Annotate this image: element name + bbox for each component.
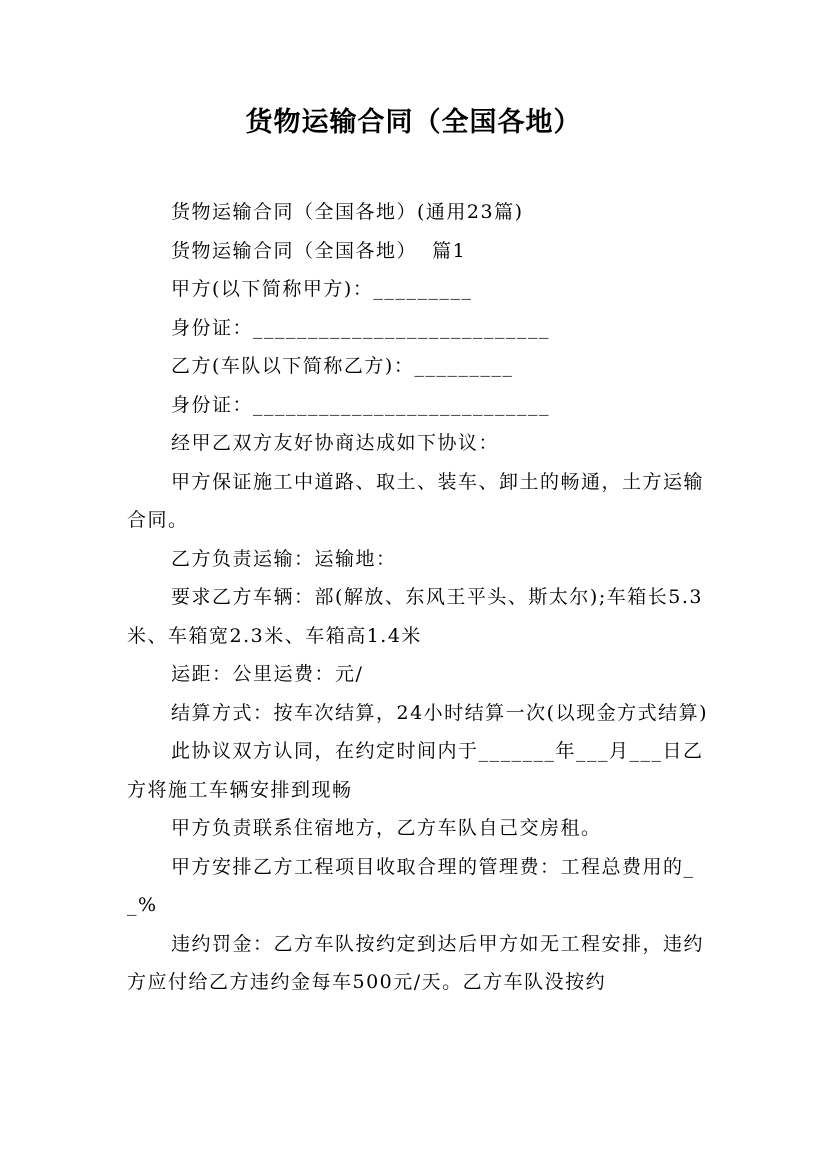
paragraph-transport-location: 乙方负责运输：运输地：: [171, 547, 397, 570]
paragraph-chapter-heading: 货物运输合同（全国各地） 篇1: [171, 239, 467, 262]
paragraph-schedule: 此协议双方认同，在约定时间内于_______年___月___日乙方将施工车辆安排到现畅: [127, 740, 704, 801]
paragraph-subtitle: 货物运输合同（全国各地）(通用23篇): [171, 201, 524, 223]
paragraph-party-a-id: 身份证：___________________________: [171, 316, 551, 339]
paragraph-vehicle-requirements: 要求乙方车辆：部(解放、东风王平头、斯太尔);车箱长5.3米、车箱宽2.3米、车箱高1.4米: [127, 586, 703, 647]
paragraph-party-b: 乙方(车队以下简称乙方)：_________: [171, 355, 514, 377]
paragraph-party-b-id: 身份证：___________________________: [171, 393, 551, 416]
paragraph-agreement-intro: 经甲乙双方友好协商达成如下协议：: [171, 432, 500, 454]
paragraph-settlement: 结算方式：按车次结算，24小时结算一次(以现金方式结算): [171, 701, 709, 724]
paragraph-party-a-guarantee: 甲方保证施工中道路、取土、装车、卸土的畅通，土方运输合同。: [127, 470, 705, 531]
paragraph-party-a: 甲方(以下简称甲方)：_________: [171, 278, 473, 300]
paragraph-accommodation: 甲方负责联系住宿地方，乙方车队自己交房租。: [171, 817, 602, 839]
document-body: [127, 193, 712, 1002]
paragraph-management-fee: 甲方安排乙方工程项目收取合理的管理费：工程总费用的__%: [127, 855, 695, 916]
paragraph-distance-fee: 运距：公里运费：元/: [171, 663, 364, 685]
paragraph-penalty: 违约罚金：乙方车队按约定到达后甲方如无工程安排，违约方应付给乙方违约金每车500元/天。乙方车队没按约: [127, 932, 705, 993]
document-title: 货物运输合同（全国各地）: [245, 107, 582, 138]
